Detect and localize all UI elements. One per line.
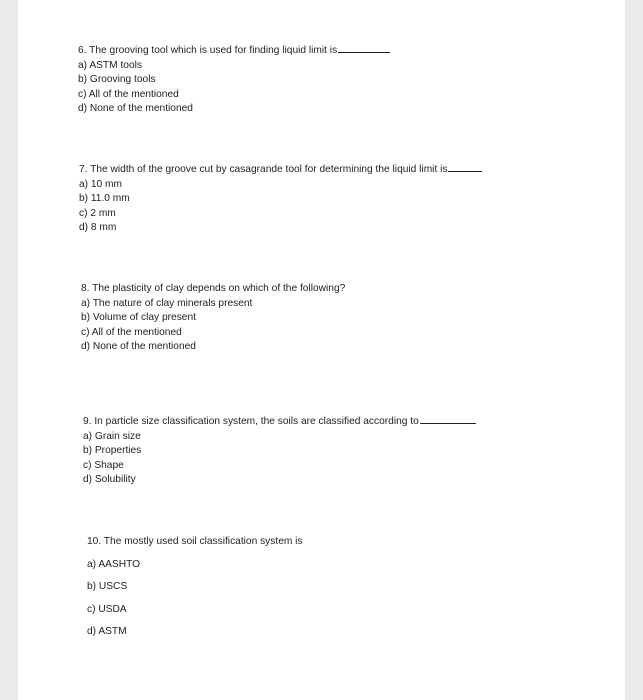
question-7-stem: 7. The width of the groove cut by casagrande tool for determining the liquid limit is bbox=[79, 164, 448, 175]
option-a: a) ASTM tools bbox=[78, 59, 142, 71]
question-7 bbox=[79, 163, 482, 236]
option-b: b) Grooving tools bbox=[78, 74, 156, 85]
option-d: d) None of the mentioned bbox=[78, 103, 193, 114]
option-b: b) Volume of clay present bbox=[81, 312, 196, 323]
option-c: c) All of the mentioned bbox=[78, 88, 179, 100]
option-c: c) Shape bbox=[83, 459, 124, 471]
question-10-stem: 10. The mostly used soil classification system is bbox=[87, 536, 303, 547]
option-b: b) Properties bbox=[83, 445, 142, 456]
option-a: a) The nature of clay minerals present bbox=[81, 297, 253, 309]
option-a: a) AASHTO bbox=[87, 558, 141, 570]
option-c: c) USDA bbox=[87, 603, 127, 615]
option-d: d) None of the mentioned bbox=[81, 341, 196, 352]
option-b: b) 11.0 mm bbox=[79, 193, 130, 204]
option-c: c) 2 mm bbox=[79, 207, 116, 219]
question-6 bbox=[78, 44, 390, 117]
question-8-stem: 8. The plasticity of clay depends on which of the following? bbox=[81, 283, 346, 294]
question-9 bbox=[83, 415, 476, 488]
document-page bbox=[18, 0, 625, 700]
option-c: c) All of the mentioned bbox=[81, 326, 182, 338]
option-a: a) 10 mm bbox=[79, 178, 123, 190]
answer-blank bbox=[420, 422, 476, 424]
option-d: d) Solubility bbox=[83, 474, 136, 485]
question-8 bbox=[81, 282, 345, 355]
option-d: d) 8 mm bbox=[79, 222, 117, 233]
question-10 bbox=[87, 535, 303, 640]
option-b: b) USCS bbox=[87, 581, 128, 592]
option-d: d) ASTM bbox=[87, 626, 127, 637]
answer-blank bbox=[448, 170, 482, 172]
question-6-stem: 6. The grooving tool which is used for finding liquid limit is bbox=[78, 45, 338, 56]
question-9-stem: 9. In particle size classification system, the soils are classified according to bbox=[83, 416, 419, 427]
option-a: a) Grain size bbox=[83, 430, 141, 442]
answer-blank bbox=[338, 51, 390, 53]
